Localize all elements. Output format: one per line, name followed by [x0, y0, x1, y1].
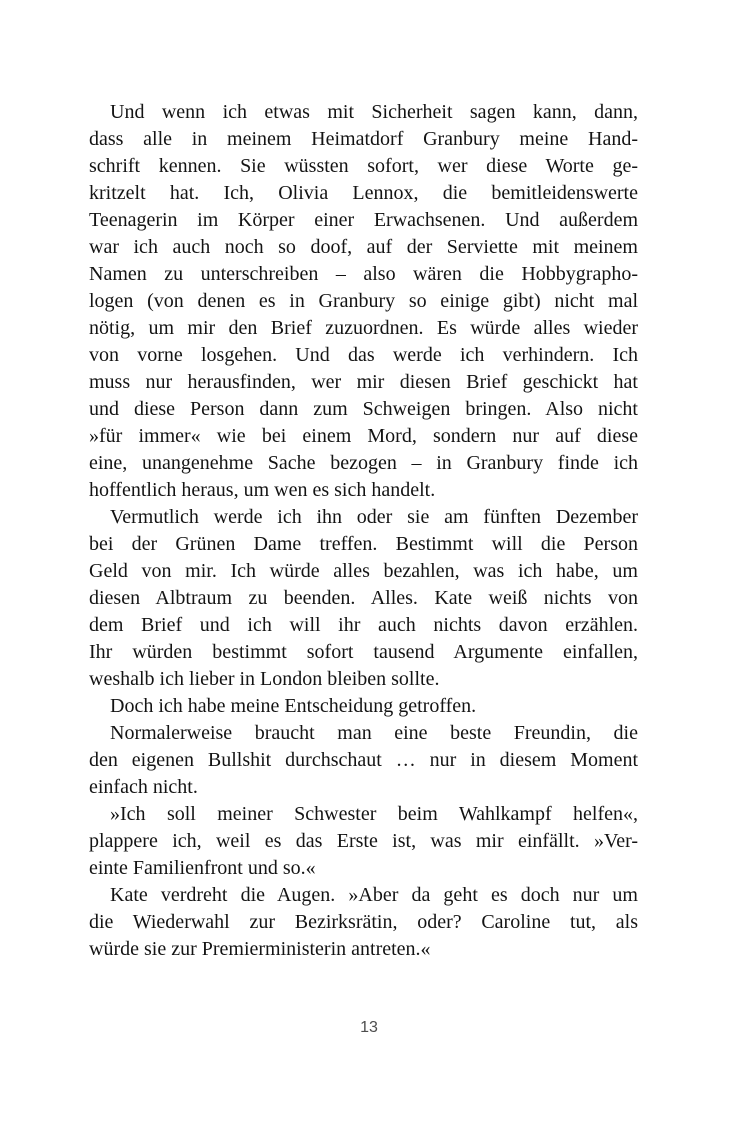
paragraph [89, 801, 638, 882]
paragraph [89, 504, 638, 693]
text-line: »für immer« wie bei einem Mord, sondern nur auf diese [89, 425, 638, 447]
text-line: einfach nicht. [89, 776, 198, 798]
paragraph [89, 720, 638, 801]
text-line: dass alle in meinem Heimatdorf Granbury meine Hand- [89, 128, 638, 150]
text-line: war ich auch noch so doof, auf der Serviette mit meinem [89, 236, 638, 258]
text-line: nötig, um mir den Brief zuzuordnen. Es würde alles wieder [89, 317, 638, 339]
text-line: eine, unangenehme Sache bezogen – in Granbury finde ich [89, 452, 638, 474]
text-line: muss nur herausfinden, wer mir diesen Brief geschickt hat [89, 371, 638, 393]
text-line: hoffentlich heraus, um wen es sich handelt. [89, 479, 436, 501]
page-body [89, 99, 638, 963]
text-line: würde sie zur Premierministerin antreten.« [89, 938, 431, 960]
text-line: und diese Person dann zum Schweigen bringen. Also nicht [89, 398, 638, 420]
text-line: Teenagerin im Körper einer Erwachsenen. Und außerdem [89, 209, 638, 231]
text-line: schrift kennen. Sie wüssten sofort, wer diese Worte ge- [89, 155, 638, 177]
text-line: bei der Grünen Dame treffen. Bestimmt will die Person [89, 533, 638, 555]
text-line: von vorne losgehen. Und das werde ich verhindern. Ich [89, 344, 638, 366]
text-line: »Ich soll meiner Schwester beim Wahlkampf helfen«, [110, 803, 638, 825]
text-line: Namen zu unterschreiben – also wären die Hobbygrapho- [89, 263, 638, 285]
text-line: den eigenen Bullshit durchschaut … nur in diesem Moment [89, 749, 638, 771]
text-line: Und wenn ich etwas mit Sicherheit sagen kann, dann, [110, 101, 638, 123]
text-line: diesen Albtraum zu beenden. Alles. Kate weiß nichts von [89, 587, 638, 609]
text-line: Ihr würden bestimmt sofort tausend Argumente einfallen, [89, 641, 638, 663]
text-line: dem Brief und ich will ihr auch nichts davon erzählen. [89, 614, 638, 636]
text-line: Geld von mir. Ich würde alles bezahlen, was ich habe, um [89, 560, 638, 582]
paragraph [89, 99, 638, 504]
text-line: die Wiederwahl zur Bezirksrätin, oder? Caroline tut, als [89, 911, 638, 933]
text-line: Vermutlich werde ich ihn oder sie am fünften Dezember [110, 506, 638, 528]
page-number: 13 [360, 1019, 378, 1036]
paragraph [89, 882, 638, 963]
text-line: Doch ich habe meine Entscheidung getroffen. [110, 695, 477, 717]
text-line: kritzelt hat. Ich, Olivia Lennox, die bemitleidenswerte [89, 182, 638, 204]
text-line: Normalerweise braucht man eine beste Freundin, die [110, 722, 638, 744]
text-line: weshalb ich lieber in London bleiben sollte. [89, 668, 440, 690]
text-line: einte Familienfront und so.« [89, 857, 316, 879]
text-line: plappere ich, weil es das Erste ist, was mir einfällt. »Ver- [89, 830, 638, 852]
text-line: logen (von denen es in Granbury so einige gibt) nicht mal [89, 290, 638, 312]
paragraph [89, 693, 638, 720]
text-line: Kate verdreht die Augen. »Aber da geht es doch nur um [110, 884, 638, 906]
